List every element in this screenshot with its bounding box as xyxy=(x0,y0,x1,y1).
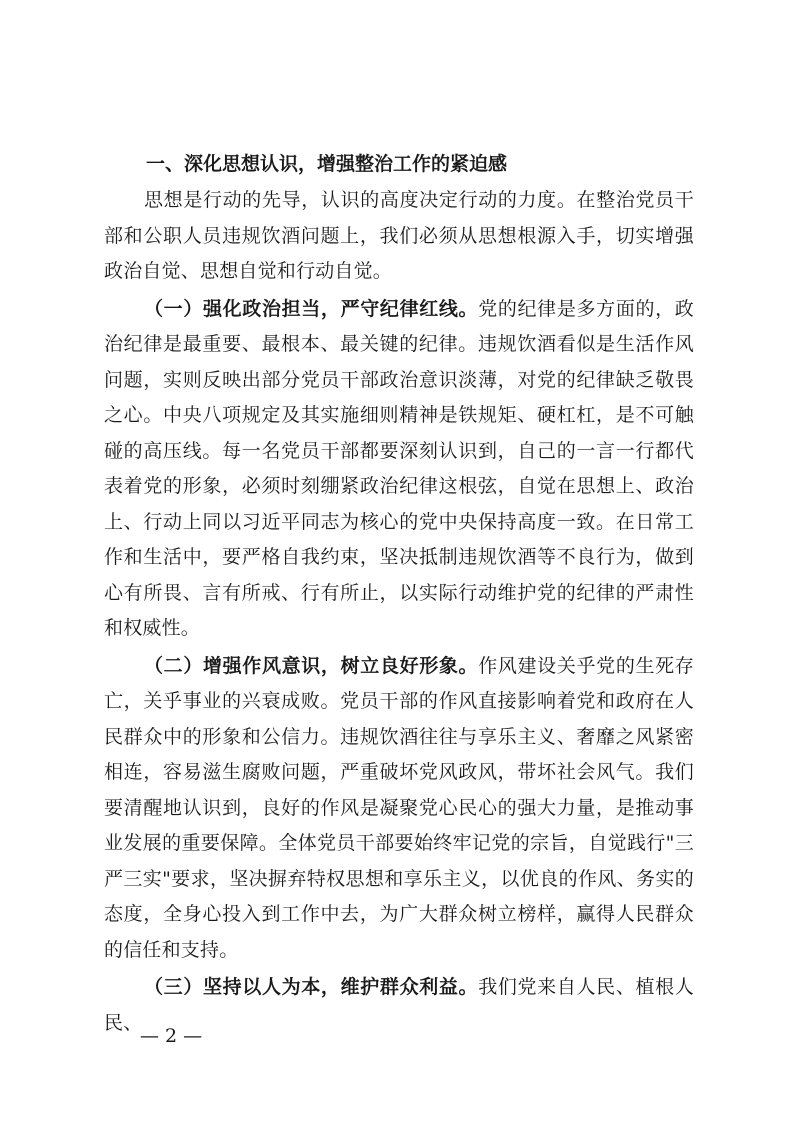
section-1-body: 党的纪律是多方面的，政治纪律是最重要、最根本、最关键的纪律。违规饮酒看似是生活作风问题，实则反映出部分党员干部政治意识淡薄，对党的纪律缺乏敬畏之心。中央八项规定及其实施细则精神是铁规矩、硬杠杠，是不可触碰的高压线。每一名党员干部都要深刻认识到，自己的一言一行都代表着党的形象，必须时刻绷紧政治纪律这根弦，自觉在思想上、政治上、行动上同以习近平同志为核心的党中央保持高度一致。在日常工作和生活中，要严格自我约束，坚决抵制违规饮酒等不良行为，做到心有所畏、言有所戒、行有所止，以实际行动维护党的纪律的严肃性和权威性。 xyxy=(104,297,694,639)
section-heading: 一、深化思想认识，增强整治工作的紧迫感 xyxy=(146,153,508,175)
section-1-lead: （一）强化政治担当，严守纪律红线。 xyxy=(144,297,479,320)
document-body xyxy=(104,146,694,1041)
paragraph-section-2 xyxy=(104,649,694,969)
section-3-lead: （三）坚持以人为本，维护群众利益。 xyxy=(144,976,479,998)
section-2-body: 作风建设关乎党的生死存亡，关乎事业的兴衰成败。党员干部的作风直接影响着党和政府在人民群众中的形象和公信力。违规饮酒往往与享乐主义、奢靡之风紧密相连，容易滋生腐败问题，严重破坏党风政风，带坏社会风气。我们要清醒地认识到，良好的作风是凝聚党心民心的强大力量，是推动事业发展的重要保障。全体党员干部要始终牢记党的宗旨，自觉践行"三严三实"要求，坚决摒弃特权思想和享乐主义，以优良的作风、务实的态度，全身心投入到工作中去，为广大群众树立榜样，赢得人民群众的信任和支持。 xyxy=(104,654,694,961)
paragraph-section-1 xyxy=(104,292,694,647)
page-number: — 2 — xyxy=(140,1025,203,1047)
intro-paragraph: 思想是行动的先导，认识的高度决定行动的力度。在整治党员干部和公职人员违规饮酒问题上，我们必须从思想根源入手，切实增强政治自觉、思想自觉和行动自觉。 xyxy=(104,189,694,282)
section-2-lead: （二）增强作风意识，树立良好形象。 xyxy=(144,654,479,677)
section-3-body: 我们党来自人民、植根人民、 xyxy=(104,976,694,1034)
